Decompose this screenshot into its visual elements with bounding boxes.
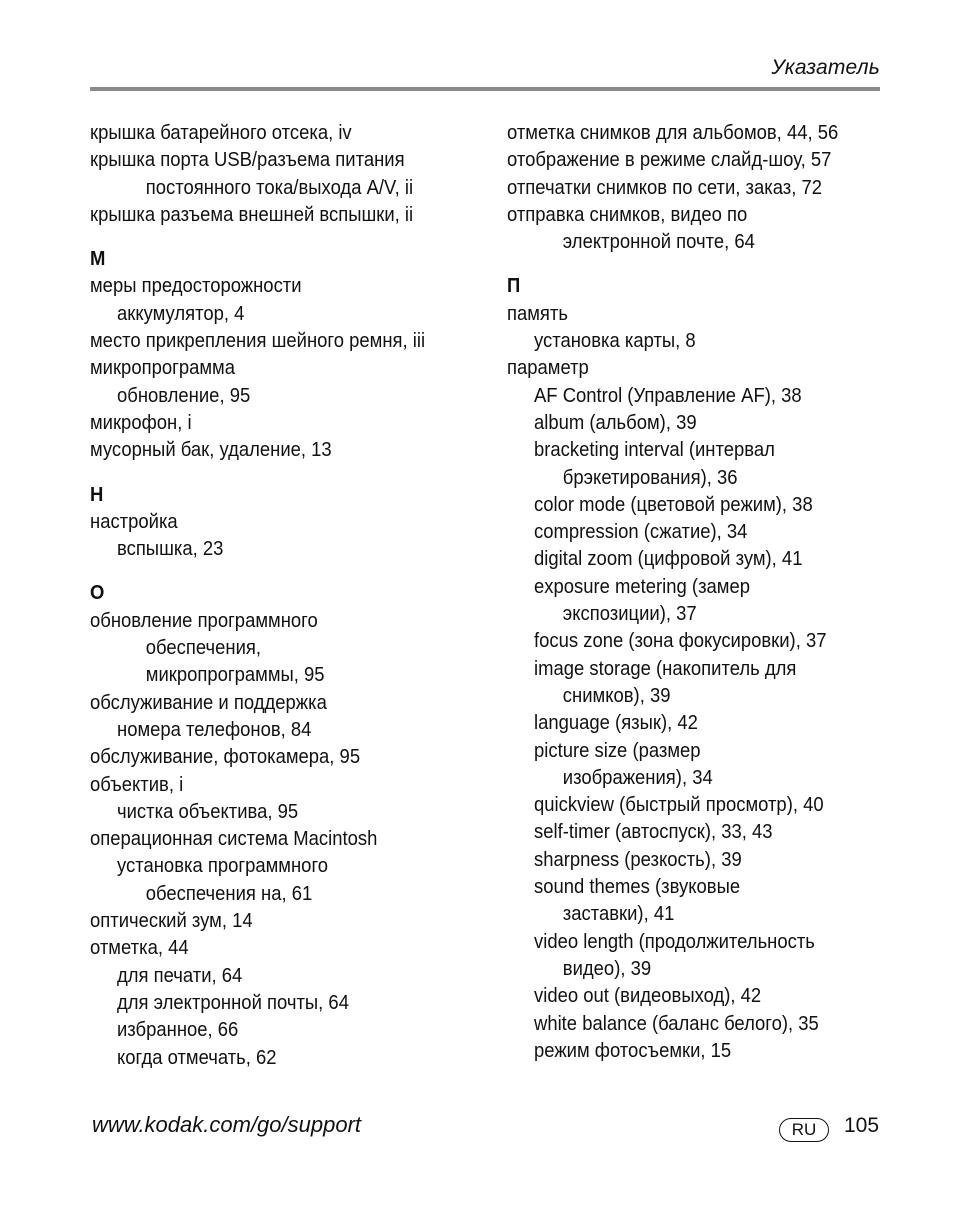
section-spacer (90, 228, 490, 245)
index-entry: оптический зум, 14 (90, 909, 253, 933)
index-subentry: чистка объектива, 95 (117, 799, 299, 823)
index-subentry: вспышка, 23 (117, 537, 224, 561)
index-subentry: аккумулятор, 4 (117, 301, 245, 325)
index-subentry: снимков), 39 (562, 683, 671, 707)
index-entry: отметка, 44 (90, 936, 189, 960)
footer-url[interactable]: www.kodak.com/go/support (92, 1112, 362, 1137)
index-entry: параметр (507, 356, 589, 380)
index-entry: крышка порта USB/разъема питания (90, 148, 405, 172)
index-column-left (90, 119, 490, 1071)
index-entry: объектив, i (90, 772, 184, 796)
section-spacer (90, 464, 490, 481)
section-letter: Н (90, 482, 104, 506)
index-entry: микропрограмма (90, 356, 235, 380)
index-entry: операционная система Macintosh (90, 827, 378, 851)
index-subentry: установка программного (117, 854, 329, 878)
index-entry: обновление программного (90, 608, 318, 632)
index-entry: крышка батарейного отсека, iv (90, 121, 352, 144)
index-subentry: для печати, 64 (117, 963, 243, 987)
index-subentry: exposure metering (замер (534, 574, 751, 598)
index-entry: отображение в режиме слайд-шоу, 57 (507, 148, 832, 172)
index-subentry: sharpness (резкость), 39 (534, 847, 742, 871)
index-entry: крышка разъема внешней вспышки, ii (90, 202, 414, 226)
index-subentry: video length (продолжительность (534, 929, 815, 953)
index-subentry: микропрограммы, 95 (145, 663, 325, 687)
index-subentry: focus zone (зона фокусировки), 37 (534, 629, 827, 653)
index-subentry: обеспечения на, 61 (145, 881, 313, 905)
index-subentry: для электронной почты, 64 (117, 990, 349, 1014)
index-subentry: экспозиции), 37 (562, 602, 697, 626)
index-subentry: album (альбом), 39 (534, 410, 697, 434)
index-subentry: постоянного тока/выхода A/V, ii (145, 175, 414, 199)
index-subentry: digital zoom (цифровой зум), 41 (534, 547, 803, 571)
index-entry: место прикрепления шейного ремня, iii (90, 329, 426, 353)
index-subentry: self-timer (автоспуск), 33, 43 (534, 820, 773, 844)
section-letter: П (507, 274, 521, 298)
language-badge: RU (779, 1118, 829, 1142)
index-column-right (507, 119, 907, 1064)
index-entry: отправка снимков, видео по (507, 202, 748, 226)
index-subentry: обеспечения, (145, 636, 262, 660)
index-entry: обслуживание и поддержка (90, 690, 327, 714)
index-subentry: image storage (накопитель для (534, 656, 797, 680)
index-subentry: language (язык), 42 (534, 711, 698, 735)
section-letter: О (90, 581, 105, 605)
index-entry: отпечатки снимков по сети, заказ, 72 (507, 175, 822, 199)
index-subentry: установка карты, 8 (534, 329, 696, 353)
index-subentry: AF Control (Управление AF), 38 (534, 383, 802, 407)
section-spacer (507, 255, 907, 272)
section-spacer (90, 562, 490, 579)
index-subentry: электронной почте, 64 (562, 230, 755, 254)
index-subentry: когда отмечать, 62 (117, 1045, 277, 1069)
index-subentry: picture size (размер (534, 738, 701, 762)
index-subentry: изображения), 34 (562, 765, 713, 789)
index-subentry: color mode (цветовой режим), 38 (534, 492, 813, 516)
index-subentry: video out (видеовыход), 42 (534, 984, 762, 1008)
section-letter: М (90, 247, 106, 271)
index-subentry: обновление, 95 (117, 383, 251, 407)
index-subentry: compression (сжатие), 34 (534, 520, 748, 544)
index-entry: обслуживание, фотокамера, 95 (90, 745, 361, 769)
page-number: 105 (844, 1114, 880, 1137)
index-subentry: брэкетирования), 36 (562, 465, 738, 489)
index-subentry: заставки), 41 (562, 902, 675, 926)
index-subentry: white balance (баланс белого), 35 (534, 1011, 819, 1035)
index-subentry: quickview (быстрый просмотр), 40 (534, 793, 824, 817)
index-entry: отметка снимков для альбомов, 44, 56 (507, 121, 839, 144)
header-rule (90, 87, 880, 91)
index-entry: память (507, 301, 569, 325)
index-subentry: bracketing interval (интервал (534, 438, 775, 462)
index-entry: микрофон, i (90, 410, 192, 434)
index-subentry: sound themes (звуковые (534, 875, 741, 899)
index-entry: настройка (90, 509, 178, 533)
index-subentry: избранное, 66 (117, 1018, 239, 1042)
page-header-title: Указатель (771, 56, 880, 79)
index-subentry: номера телефонов, 84 (117, 717, 312, 741)
index-entry: меры предосторожности (90, 274, 302, 298)
index-subentry: режим фотосъемки, 15 (534, 1038, 732, 1062)
index-entry: мусорный бак, удаление, 13 (90, 438, 332, 462)
index-subentry: видео), 39 (562, 956, 652, 980)
